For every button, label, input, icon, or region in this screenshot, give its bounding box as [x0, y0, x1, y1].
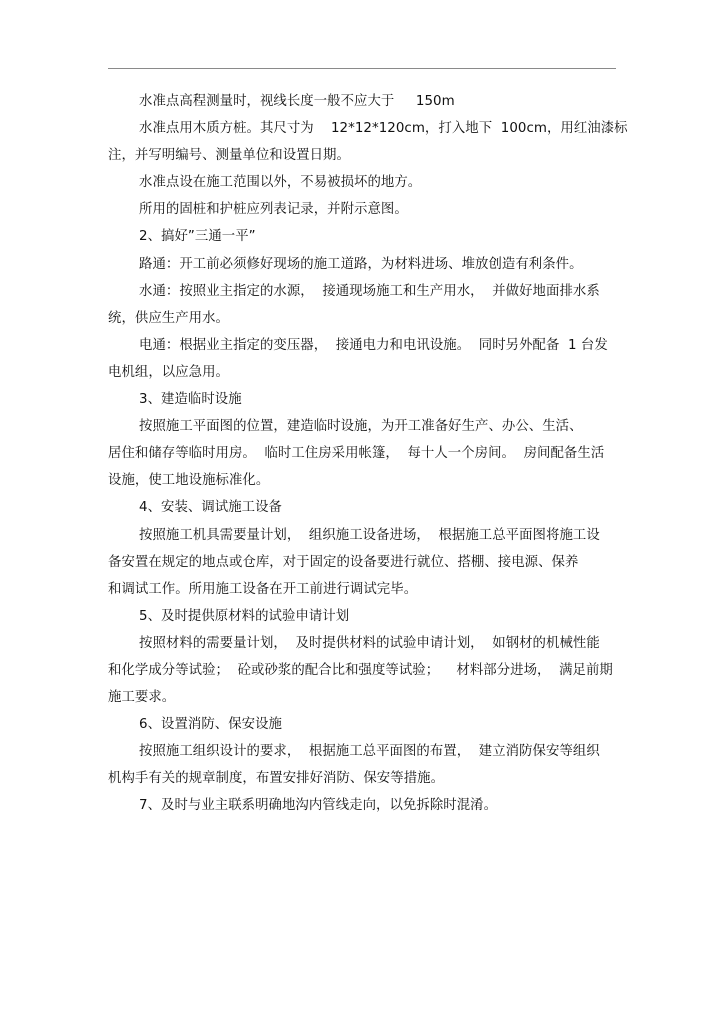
text-line: 和化学成分等试验； 砼或砂浆的配合比和强度等试验； 材料部分进场， 满足前期 [108, 662, 613, 678]
text-line: 按照施工组织设计的要求， 根据施工总平面图的布置， 建立消防保安等组织 [139, 744, 600, 760]
text-line: 水准点用木质方桩。其尺寸为 12*12*120cm，打入地下 100cm，用红油漆标 [139, 121, 628, 137]
text-line: 2、搞好”三通一平” [139, 229, 256, 245]
text-line: 备安置在规定的地点或仓库，对于固定的设备要进行就位、搭棚、接电源、保养 [108, 554, 579, 570]
text-line: 和调试工作。所用施工设备在开工前进行调试完毕。 [108, 581, 418, 597]
header-divider [108, 68, 616, 69]
text-line: 按照施工平面图的位置，建造临时设施，为开工准备好生产、办公、生活、 [139, 419, 583, 435]
text-line: 按照材料的需要量计划， 及时提供材料的试验申请计划， 如钢材的机械性能 [139, 635, 600, 651]
text-line: 6、设置消防、保安设施 [139, 717, 282, 733]
text-line: 5、及时提供原材料的试验申请计划 [139, 608, 350, 624]
text-line: 水准点设在施工范围以外，不易被损坏的地方。 [139, 175, 422, 191]
text-line: 设施，使工地设施标准化。 [108, 473, 270, 489]
text-line: 注，并写明编号、测量单位和设置日期。 [108, 148, 350, 164]
document-body [108, 88, 628, 820]
text-line: 电机组，以应急用。 [108, 364, 229, 380]
text-line: 统，供应生产用水。 [108, 310, 229, 326]
text-line: 电通：根据业主指定的变压器， 接通电力和电讯设施。 同时另外配备 1 台发 [139, 337, 608, 353]
text-line: 按照施工机具需要量计划， 组织施工设备进场， 根据施工总平面图将施工设 [139, 527, 600, 543]
text-line: 4、安装、调试施工设备 [139, 500, 282, 516]
text-line: 居住和储存等临时用房。 临时工住房采用帐篷， 每十人一个房间。 房间配备生活 [108, 446, 605, 462]
text-line: 水通：按照业主指定的水源， 接通现场施工和生产用水， 并做好地面排水系 [139, 283, 600, 299]
text-line: 3、建造临时设施 [139, 392, 242, 408]
text-line: 施工要求。 [108, 690, 176, 706]
text-line: 机构手有关的规章制度，布置安排好消防、保安等措施。 [108, 771, 445, 787]
text-line: 路通：开工前必须修好现场的施工道路，为材料进场、堆放创造有利条件。 [139, 256, 583, 272]
text-line: 所用的固桩和护桩应列表记录，并附示意图。 [139, 202, 408, 218]
text-line: 7、及时与业主联系明确地沟内管线走向，以免拆除时混淆。 [139, 798, 498, 814]
text-line: 水准点高程测量时，视线长度一般不应大于 150m [139, 94, 455, 109]
